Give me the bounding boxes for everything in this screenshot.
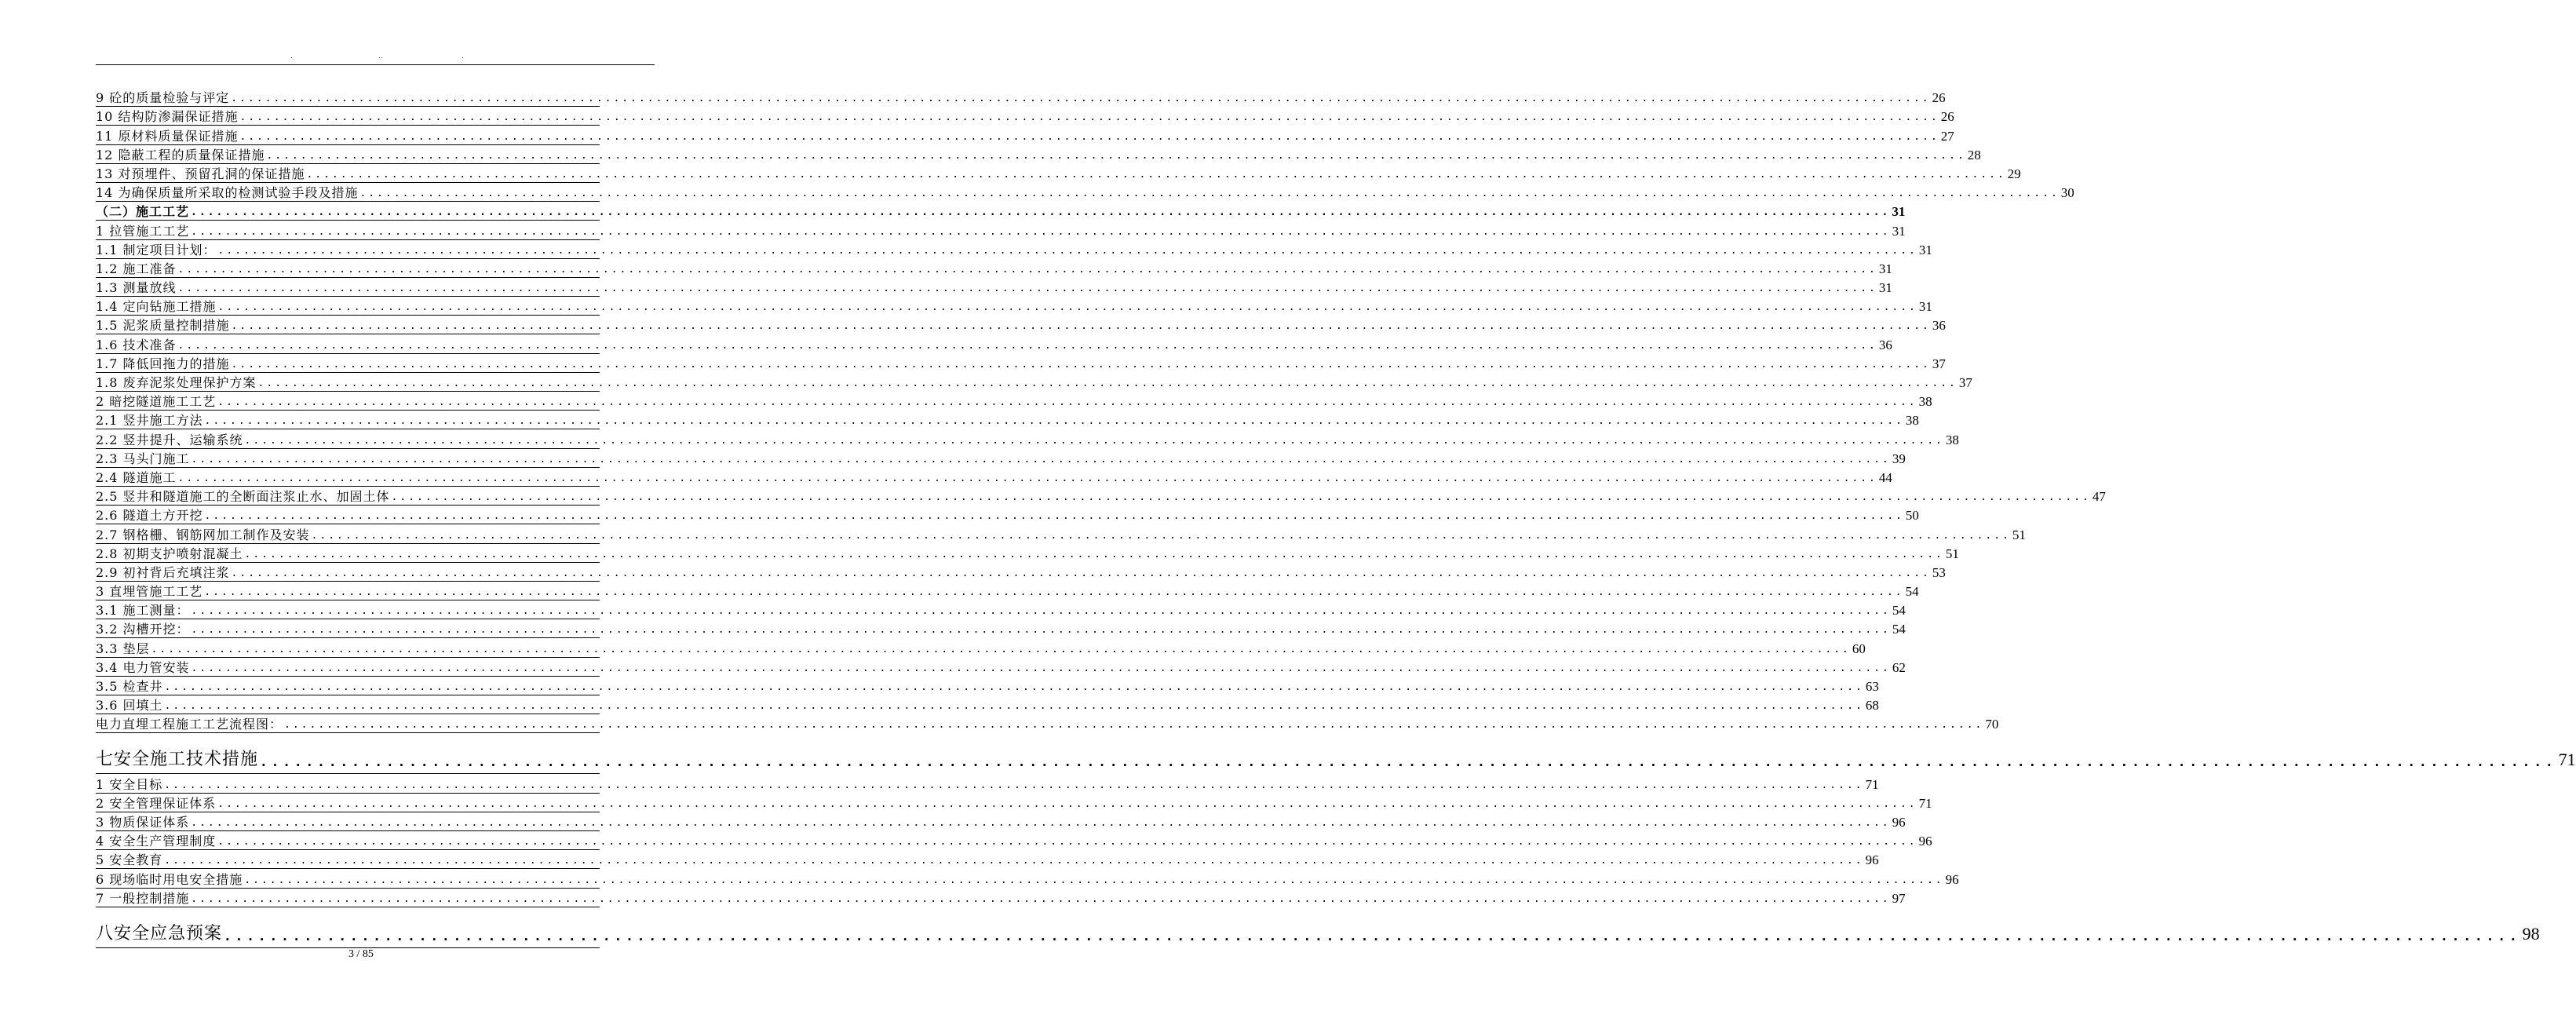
toc-leader-dots: ........................................................................................................................................................................................................ (231, 320, 1931, 333)
page-number: 3 / 85 (348, 948, 374, 960)
toc-entry-page: 96 (1892, 814, 1906, 830)
toc-entry-label: 3.1 施工测量： (96, 603, 190, 619)
toc-entry-page: 39 (1892, 451, 1906, 466)
toc-entry-page: 31 (1892, 204, 1906, 220)
toc-entry-label: 2.7 钢格栅、钢筋网加工制作及安装 (96, 527, 310, 542)
toc-entry[interactable] (96, 850, 1879, 869)
toc-entry-label: 6 现场临时用电安全措施 (96, 871, 243, 887)
toc-entry-label: 11 原材料质量保证措施 (96, 128, 239, 144)
toc-entry-page: 44 (1878, 469, 1892, 485)
toc-leader-dots: ........................................................................................................................................................................................................ (231, 567, 1931, 579)
toc-entry-page: 54 (1892, 622, 1906, 637)
toc-entry-page: 31 (1918, 242, 1932, 257)
toc-entry-label: 7 一般控制措施 (96, 890, 190, 906)
toc-entry-label: 1.6 技术准备 (96, 337, 177, 352)
toc-entry-label: 2.3 马头门施工 (96, 451, 190, 466)
toc-leader-dots: ........................................................................................................................................................................................................ (177, 472, 1877, 484)
toc-entry-label: 3.4 电力管安装 (96, 659, 190, 675)
toc-entry[interactable] (96, 524, 2026, 543)
toc-leader-dots: ........................................................................................................................................................................................................ (191, 206, 1891, 219)
toc-leader-dots: ........................................................................................................................................................................................................ (191, 816, 1891, 829)
toc-entry[interactable] (96, 145, 1981, 164)
toc-entry-label: 9 砼的质量检验与评定 (96, 90, 230, 106)
toc-entry[interactable] (96, 582, 1919, 600)
toc-entry[interactable] (96, 774, 1879, 793)
toc-entry-page: 68 (1865, 698, 1879, 714)
toc-entry[interactable] (96, 240, 1932, 259)
toc-leader-dots: ........................................................................................................................................................................................................ (266, 149, 1966, 162)
toc-leader-dots: ........................................................................................................................................................................................................ (244, 548, 1944, 560)
toc-entry[interactable] (96, 449, 1906, 468)
toc-entry[interactable] (96, 373, 1972, 392)
toc-entry[interactable] (96, 869, 1959, 888)
toc-entry-page: 63 (1865, 679, 1879, 694)
toc-entry-label: 3.3 垫层 (96, 641, 150, 656)
toc-entry[interactable] (96, 658, 1906, 677)
toc-entry-page: 31 (1878, 261, 1892, 276)
toc-leader-dots: ........................................................................................................................................................................................................ (257, 378, 1958, 389)
toc-entry-page: 62 (1892, 659, 1906, 675)
toc-entry-label: （二）施工工艺 (96, 204, 190, 220)
toc-entry[interactable] (96, 107, 1954, 126)
toc-leader-dots: ........................................................................................................................................................................................................ (164, 700, 1864, 713)
toc-entry-label: 1.8 废弃泥浆处理保护方案 (96, 375, 257, 390)
toc-entry-page: 36 (1878, 337, 1892, 352)
toc-leader-dots: ........................................................................................................................................................................................................ (217, 301, 1917, 314)
toc-leader-dots: ........................................................................................................................................................................................................ (284, 719, 1984, 732)
toc-entry-page: 54 (1892, 603, 1906, 619)
toc-entry-label: 13 对预埋件、预留孔洞的保证措施 (96, 166, 305, 181)
toc-entry-page: 71 (2558, 750, 2576, 770)
toc-entry-page: 26 (1940, 109, 1954, 125)
toc-entry-label: 电力直埋工程施工工艺流程图： (96, 717, 283, 732)
toc-leader-dots: ........................................................................................................................................................................................................ (204, 510, 1904, 523)
toc-leader-dots: ........................................................................................................................................................................................................ (151, 643, 1851, 655)
toc-entry-page: 98 (2522, 923, 2540, 944)
toc-entry[interactable] (96, 733, 2576, 774)
toc-entry[interactable] (96, 316, 1946, 334)
toc-entry-label: 3 直埋管施工工艺 (96, 584, 203, 600)
toc-entry-page: 30 (2060, 185, 2074, 201)
toc-leader-dots: ........................................................................................................................................................................................................ (244, 874, 1944, 886)
toc-entry[interactable] (96, 202, 1906, 221)
toc-entry[interactable] (96, 907, 2540, 948)
toc-entry[interactable] (96, 487, 2106, 506)
toc-entry-label: 2.6 隧道土方开挖 (96, 508, 203, 524)
toc-entry[interactable] (96, 354, 1946, 373)
toc-leader-dots: ........................................................................................................................................................................................................ (306, 168, 2006, 181)
toc-entry-page: 51 (2012, 527, 2026, 542)
toc-entry-label: 2 暗挖隧道施工工艺 (96, 394, 217, 410)
toc-leader-dots: ........................................................................................................................................................................................................ (391, 491, 2091, 504)
toc-entry[interactable] (96, 278, 1892, 297)
toc-leader-dots: ........................................................................................................................................................................................................ (231, 358, 1931, 370)
toc-entry-page: 47 (2092, 489, 2106, 505)
toc-leader-dots: ........................................................................................................................................................................................................ (204, 586, 1904, 599)
toc-entry-page: 38 (1945, 432, 1959, 447)
toc-entry[interactable] (96, 563, 1946, 582)
toc-leader-dots: ........................................................................................................................................................................................................ (191, 225, 1891, 238)
toc-entry-label: 14 为确保质量所采取的检测试验手段及措施 (96, 185, 359, 201)
toc-leader-dots: ........................................................................................................................................................................................................ (164, 855, 1864, 867)
toc-entry-label: 2.2 竖井提升、运输系统 (96, 432, 243, 447)
toc-entry-page: 37 (1932, 356, 1946, 371)
toc-entry-label: 3 物质保证体系 (96, 814, 190, 830)
page-header (96, 52, 655, 61)
toc-leader-dots: ........................................................................................................................................................................................................ (217, 836, 1917, 849)
toc-entry-page: 31 (1892, 223, 1906, 239)
toc-entry-page: 54 (1905, 584, 1919, 600)
toc-leader-dots: ........................................................................................................................................................................................................ (191, 624, 1891, 637)
toc-entry-page: 31 (1878, 280, 1892, 296)
toc-leader-dots: ........................................................................................................................................................................................................ (191, 892, 1891, 905)
toc-entry-label: 4 安全生产管理制度 (96, 834, 217, 849)
toc-entry-page: 31 (1918, 299, 1932, 315)
toc-entry-label: 七安全施工技术措施 (96, 750, 259, 770)
toc-leader-dots: ........................................................................................................................................................................................................ (204, 415, 1904, 428)
toc-entry-page: 27 (1940, 128, 1954, 144)
toc-entry-label: 10 结构防渗漏保证措施 (96, 109, 239, 125)
toc-entry-page: 38 (1905, 413, 1919, 429)
toc-entry-page: 96 (1865, 852, 1879, 868)
toc-entry-label: 3.2 沟槽开挖： (96, 622, 190, 637)
toc-entry[interactable] (96, 88, 1946, 107)
toc-leader-dots: ........................................................................................................................................................................................................ (177, 283, 1877, 295)
toc-entry[interactable] (96, 812, 1906, 831)
toc-entry[interactable] (96, 259, 1892, 278)
toc-entry-label: 12 隐蔽工程的质量保证措施 (96, 147, 265, 162)
toc-entry-label: 3.5 检查井 (96, 679, 163, 694)
header-mark: . (462, 53, 464, 60)
toc-entry-page: 60 (1852, 641, 1866, 656)
toc-entry-label: 1.7 降低回拖力的措施 (96, 356, 230, 371)
toc-entry-label: 1.2 施工准备 (96, 261, 177, 276)
toc-entry-label: 2.1 竖井施工方法 (96, 413, 203, 429)
toc-entry[interactable] (96, 164, 2021, 183)
toc-leader-dots: ........................................................................................................................................................................................................ (239, 130, 1939, 143)
toc-entry-label: 2.4 隧道施工 (96, 469, 177, 485)
toc-entry[interactable] (96, 677, 1879, 695)
toc-entry-page: 96 (1945, 871, 1959, 887)
toc-entry[interactable] (96, 506, 1919, 524)
toc-leader-dots: ........................................................................................................................................................................................................ (217, 798, 1917, 810)
toc-entry-label: 2.8 初期支护喷射混凝土 (96, 546, 243, 561)
toc-entry[interactable] (96, 619, 1906, 638)
toc-leader-dots: ........................................................................................................................................................................................................ (191, 605, 1891, 618)
toc-leader-dots: ........................................................................................................................................................................................................ (224, 928, 2521, 944)
toc-entry-page: 37 (1958, 375, 1972, 390)
toc-entry-page: 71 (1865, 776, 1879, 792)
toc-entry-label: 1.5 泥浆质量控制措施 (96, 318, 230, 334)
toc-entry[interactable] (96, 794, 1932, 812)
toc-entry[interactable] (96, 221, 1906, 239)
toc-leader-dots: ........................................................................................................................................................................................................ (164, 779, 1864, 791)
toc-entry[interactable] (96, 297, 1932, 316)
toc-entry-page: 38 (1918, 394, 1932, 410)
toc-entry-page: 29 (2007, 166, 2021, 181)
toc-entry[interactable] (96, 638, 1866, 657)
toc-entry-label: 1 安全目标 (96, 776, 163, 792)
toc-leader-dots: ........................................................................................................................................................................................................ (239, 111, 1939, 124)
toc-entry[interactable] (96, 889, 1906, 907)
toc-entry[interactable] (96, 714, 1999, 733)
toc-entry[interactable] (96, 831, 1932, 850)
toc-entry-label: 1 拉管施工工艺 (96, 223, 190, 239)
toc-entry[interactable] (96, 334, 1892, 353)
toc-entry-label: 2.9 初衬背后充填注浆 (96, 564, 230, 580)
toc-entry-page: 50 (1905, 508, 1919, 524)
toc-entry[interactable] (96, 183, 2074, 202)
toc-entry-page: 26 (1932, 90, 1946, 106)
toc-entry-label: 2.5 竖井和隧道施工的全断面注浆止水、加固土体 (96, 489, 390, 505)
toc-entry-label: 八安全应急预案 (96, 923, 223, 944)
toc-entry[interactable] (96, 126, 1954, 144)
toc-leader-dots: ........................................................................................................................................................................................................ (244, 434, 1944, 447)
toc-leader-dots: ........................................................................................................................................................................................................ (177, 263, 1877, 276)
toc-entry-page: 51 (1945, 546, 1959, 561)
header-mark: . (290, 53, 293, 60)
toc-leader-dots: ........................................................................................................................................................................................................ (260, 754, 2557, 770)
toc-entry-page: 97 (1892, 890, 1906, 906)
toc-leader-dots: ........................................................................................................................................................................................................ (359, 188, 2060, 200)
toc-entry-label: 3.6 回填土 (96, 698, 163, 714)
toc-entry-page: 70 (1985, 717, 1999, 732)
toc-entry-page: 36 (1932, 318, 1946, 334)
header-rule (96, 64, 655, 65)
toc-entry-label: 1.1 制定项目计划： (96, 242, 217, 257)
header-mark: .. (378, 53, 383, 60)
toc-entry[interactable] (96, 695, 1879, 714)
toc-leader-dots: ........................................................................................................................................................................................................ (177, 339, 1877, 352)
toc-entry[interactable] (96, 544, 1959, 563)
table-of-contents (96, 88, 2576, 948)
toc-entry[interactable] (96, 429, 1959, 448)
toc-leader-dots: ........................................................................................................................................................................................................ (191, 453, 1891, 465)
toc-leader-dots: ........................................................................................................................................................................................................ (231, 93, 1931, 105)
toc-leader-dots: ........................................................................................................................................................................................................ (217, 244, 1917, 257)
toc-leader-dots: ........................................................................................................................................................................................................ (311, 529, 2011, 542)
toc-entry[interactable] (96, 392, 1932, 411)
toc-entry[interactable] (96, 468, 1892, 487)
toc-entry-label: 1.3 测量放线 (96, 280, 177, 296)
toc-entry-page: 71 (1918, 795, 1932, 811)
toc-entry-label: 2 安全管理保证体系 (96, 795, 217, 811)
toc-entry-label: 1.4 定向钻施工措施 (96, 299, 217, 315)
toc-entry[interactable] (96, 600, 1906, 619)
toc-leader-dots: ........................................................................................................................................................................................................ (191, 662, 1891, 674)
toc-entry-page: 53 (1932, 564, 1946, 580)
toc-leader-dots: ........................................................................................................................................................................................................ (164, 681, 1864, 693)
toc-entry-label: 5 安全教育 (96, 852, 163, 868)
toc-entry-page: 96 (1918, 834, 1932, 849)
toc-leader-dots: ........................................................................................................................................................................................................ (217, 396, 1917, 409)
toc-entry-page: 28 (1967, 147, 1981, 162)
toc-entry[interactable] (96, 411, 1919, 429)
